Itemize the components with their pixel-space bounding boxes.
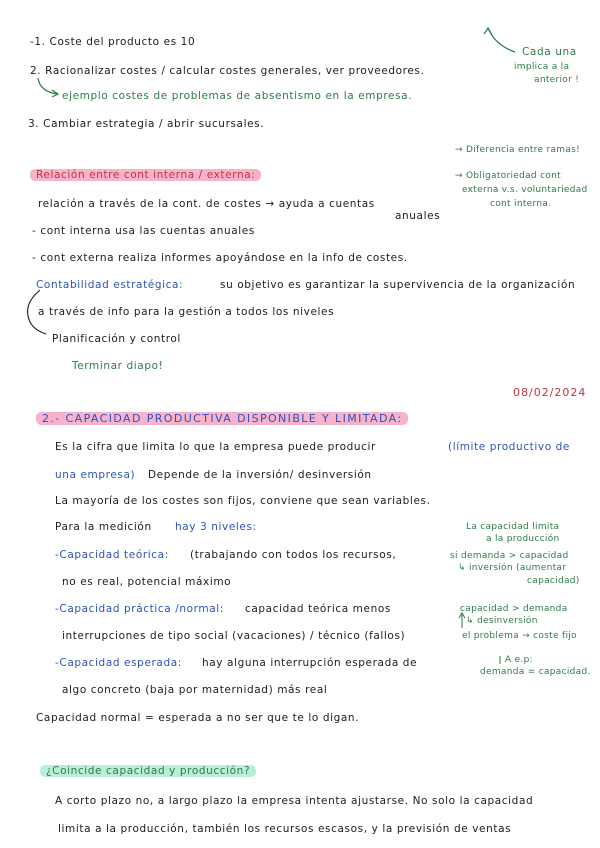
practica-label: -Capacidad práctica /normal: — [55, 603, 224, 615]
side-oblig-2: externa v.s. voluntariedad — [462, 185, 588, 195]
relacion-line-2: - cont interna usa las cuentas anuales — [32, 225, 255, 237]
capacidad-p1d: Depende de la inversión/ desinversión — [148, 469, 372, 481]
note-cada-1: Cada una — [522, 46, 577, 58]
item-3: 3. Cambiar estrategia / abrir sucursales. — [28, 118, 265, 130]
capacidad-p2: La mayoría de los costes son fijos, conviene que sean variables. — [55, 495, 431, 507]
teorica-text-2: no es real, potencial máximo — [62, 576, 232, 588]
coincide-heading — [40, 764, 256, 778]
side-inversion-1: ↳ inversión (aumentar — [458, 563, 567, 573]
note-cada-3: anterior ! — [534, 75, 580, 85]
contabilidad-line-1: su objetivo es garantizar la supervivencia de la organización — [220, 279, 576, 291]
coincide-line-2: limita a la producción, también los recursos escasos, y la previsión de ventas — [58, 823, 512, 835]
side-demanda-igual: demanda = capacidad. — [480, 667, 591, 677]
note-cada-2: implica a la — [514, 62, 570, 72]
item-2-example: ejemplo costes de problemas de absentismo en la empresa. — [62, 90, 413, 102]
capacidad-p3a: Para la medición — [55, 521, 152, 533]
side-limita-1: La capacidad limita — [466, 522, 560, 532]
capacidad-p1b: (límite productivo de — [448, 441, 570, 453]
coincide-heading-text: ¿Coincide capacidad y producción? — [40, 765, 256, 777]
relacion-line-1-tail: anuales — [395, 210, 441, 222]
capacidad-heading — [36, 412, 408, 426]
side-si-demanda: si demanda > capacidad — [450, 551, 569, 561]
side-desinversion: ↳ desinversión — [466, 616, 538, 626]
side-ep: A e.p: — [505, 655, 533, 665]
esperada-text: hay alguna interrupción esperada de — [202, 657, 418, 669]
teorica-label: -Capacidad teórica: — [55, 549, 169, 561]
side-limita-2: a la producción — [486, 534, 560, 544]
date: 08/02/2024 — [513, 386, 587, 399]
teorica-text: (trabajando con todos los recursos, — [190, 549, 397, 561]
item-2: 2. Racionalizar costes / calcular costes generales, ver proveedores. — [30, 65, 425, 77]
capacidad-heading-text: 2.- CAPACIDAD PRODUCTIVA DISPONIBLE Y LIMITADA: — [36, 412, 408, 425]
item-1: -1. Coste del producto es 10 — [30, 36, 196, 48]
esperada-label: -Capacidad esperada: — [55, 657, 182, 669]
relacion-heading-text: Relación entre cont interna / externa: — [30, 169, 261, 181]
side-capacidad-demanda: capacidad > demanda — [460, 604, 568, 614]
side-oblig-1: → Obligatoriedad cont — [455, 171, 561, 181]
practica-text-2: interrupciones de tipo social (vacaciones) / técnico (fallos) — [62, 630, 406, 642]
side-diferencia: → Diferencia entre ramas! — [455, 145, 581, 155]
contabilidad-line-2: a través de info para la gestión a todos los niveles — [38, 306, 335, 318]
terminar-diapo: Terminar diapo! — [72, 360, 164, 372]
side-inversion-2: capacidad) — [527, 576, 580, 586]
capacidad-p3b: hay 3 niveles: — [175, 521, 257, 533]
coincide-line-1: A corto plazo no, a largo plazo la empresa intenta ajustarse. No solo la capacidad — [55, 795, 534, 807]
capacidad-normal: Capacidad normal = esperada a no ser que te lo digan. — [36, 712, 360, 724]
esperada-text-2: algo concreto (baja por maternidad) más real — [62, 684, 328, 696]
side-problema: el problema → coste fijo — [462, 631, 577, 641]
practica-text: capacidad teórica menos — [245, 603, 391, 615]
arrow-cada-icon — [488, 28, 515, 52]
side-oblig-3: cont interna. — [490, 199, 552, 209]
contabilidad-line-3: Planificación y control — [52, 333, 181, 345]
relacion-heading — [30, 168, 261, 182]
relacion-line-3: - cont externa realiza informes apoyándose en la info de costes. — [32, 252, 408, 264]
relacion-line-1: relación a través de la cont. de costes → ayuda a cuentas — [38, 198, 375, 210]
contabilidad-heading: Contabilidad estratégica: — [36, 279, 184, 291]
arrow-example-icon — [38, 78, 58, 94]
capacidad-p1a: Es la cifra que limita lo que la empresa puede producir — [55, 441, 376, 453]
capacidad-p1c: una empresa) — [55, 469, 136, 481]
